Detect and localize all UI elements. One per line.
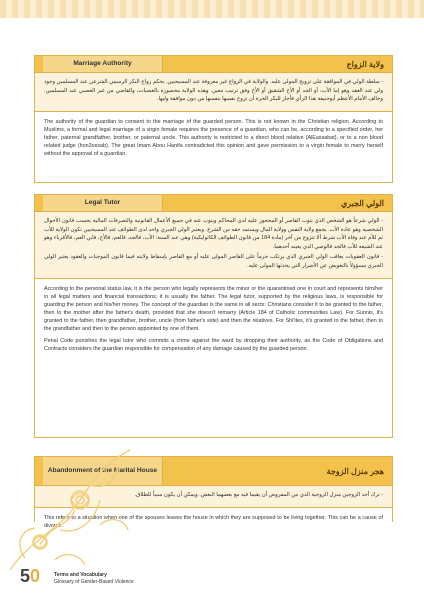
section-title-en: Abandonment of the Marital House (43, 457, 163, 485)
english-paragraph: This refers to a situation when one of the spouses leaves the house in which they are supposed to be living together. This can be a cause of divorce. (44, 514, 383, 529)
section-title-ar: ولاية الزواج (346, 59, 384, 69)
page-number (20, 566, 40, 587)
page-number-digit: 5 (20, 566, 31, 586)
section-title-ar: الولي الجبري (340, 198, 384, 208)
section-title-en: Marriage Authority (43, 56, 163, 72)
english-paragraph: According to the personal status law, it is the person who legally represents the minor or the quarantined one in court and represents him/her in all legal matters and financial transactions; it is usually the father. The legal tutor, supported by the religious laws, is responsible for guarding the person and his/her money. The concept of the guardian is the same in all sects: Christians consider it to be granted to the father, then to the mother after the father's death, provided that she doesn't remarry (Article 184 of Catholic communities Law). For Sunnis, it's granted to the father, then grandfather, brother, uncle (from father's side) and then the relatives. For Shi'ites, it's granted to the father, then to the grandfather and then to the person appointed by one of them. (44, 285, 383, 332)
arabic-paragraph: - الولي شرعاً هو الشخص الذي ينوب القاصر أو المحجور عليه لدى المحاكم وينوب عنه في جميع الأعمال القانونية والتصرفات المالية بحسب قانون الأحوال الشخصية وهو عادة الأب. يجمع ولاية النفس وولاية المال ويستمد حقه من الشرع. ويعتبر الولي الجبري واحد لدى الطوائف عند المسيحيين تكون الولاية للأب ثم للأم عند وفاة الأب شرط ألا تتزوج من آخر (مادة 184 من قانون الطوائف الكاثوليكية) وهي عند السنة: الأب، فالجد، فالعم، فالأخ، فابن العم، فالأقرباء وهو عند الشيعة للأب فالجد فالوصي الذي يعينه أحدهما. (44, 218, 383, 250)
english-definition (35, 279, 392, 363)
english-definition (35, 112, 392, 168)
page-number-zero: 0 (30, 566, 41, 586)
floral-ornament-icon (0, 430, 150, 580)
footer-caption (54, 572, 134, 585)
header-decorative-stripe (0, 0, 424, 18)
section-header (35, 195, 392, 212)
english-paragraph: The authority of the guardian to consent to the marriage of the guarded person. This is not known in the Christian religion. According to Muslims, a formal and legal marriage of a virgin female requires the presence of a guardian, who can be, according to a specified order, her father, paternal grandfather, brother, or paternal uncle. This authority is restricted to a direct blood relative (AlEassabat), or to a non blood related judge (hon3ossab). The great Imam Abou Hanifa contradicted this opinion and gave permission to a virgin female to marry herself without the approval of a guardian. (44, 118, 383, 157)
arabic-paragraph: - سلطة الولي في الموافقة على تزويج المولى عليه. والولاية في الزواج غير معروفة عند المسيحيين. يحكم زواج البكر الرسمي الشرعي عند المسلمين وجود ولي عند العقد وهو إما الأب، أو الجد أو الأخ الشقيق أو الأخ وفق ترتيب معين. وهذه الولاية محصورة بالعصبات، والقاضي من غير العصبي عند المسلمين. وخالف الأمام الأعظم أبوحنيفة هذا الرأي فأجاز للبكر الحرة أن تزوج نفسها بنفسها من دون موافقة وليها. (44, 79, 383, 103)
section-legal-tutor (34, 194, 393, 438)
section-marriage-authority (34, 55, 393, 183)
section-title-ar: هجر منزل الزوجة (326, 466, 384, 476)
section-title-en: Legal Tutor (43, 195, 163, 211)
footer-line-1: Terms and Vocabulary (54, 572, 107, 578)
arabic-paragraph: - ترك أحد الزوجين منزل الزوجية الذي من المفروض أن يقيما فيه مع بعضهما البعض. ويمكن أن يكون سبباً للطلاق. (134, 492, 383, 498)
arabic-definition (35, 212, 392, 278)
section-header (35, 56, 392, 73)
arabic-paragraph: - قانون العقوبات يعاقب الولي الجبري الذي يرتكب جرماً على القاصر المولى عليه أو مع القاصر بإسقاط ولايته فيما قانون الموجبات والعقود يعتبر الولي الجبري مسؤولاً بالتعويض عن الأضرار التي يحدثها المولى عليه. (44, 254, 383, 269)
footer-line-2: Glossary of Gender-Based Violence (54, 578, 134, 585)
arabic-definition (35, 73, 392, 111)
english-paragraph: Penal Code punishes the legal tutor who commits a crime against the ward by dropping their authority, as the Code of Obligations and Contracts considers the guardian responsible for compensation of any damage caused by the guarded person. (44, 337, 383, 352)
